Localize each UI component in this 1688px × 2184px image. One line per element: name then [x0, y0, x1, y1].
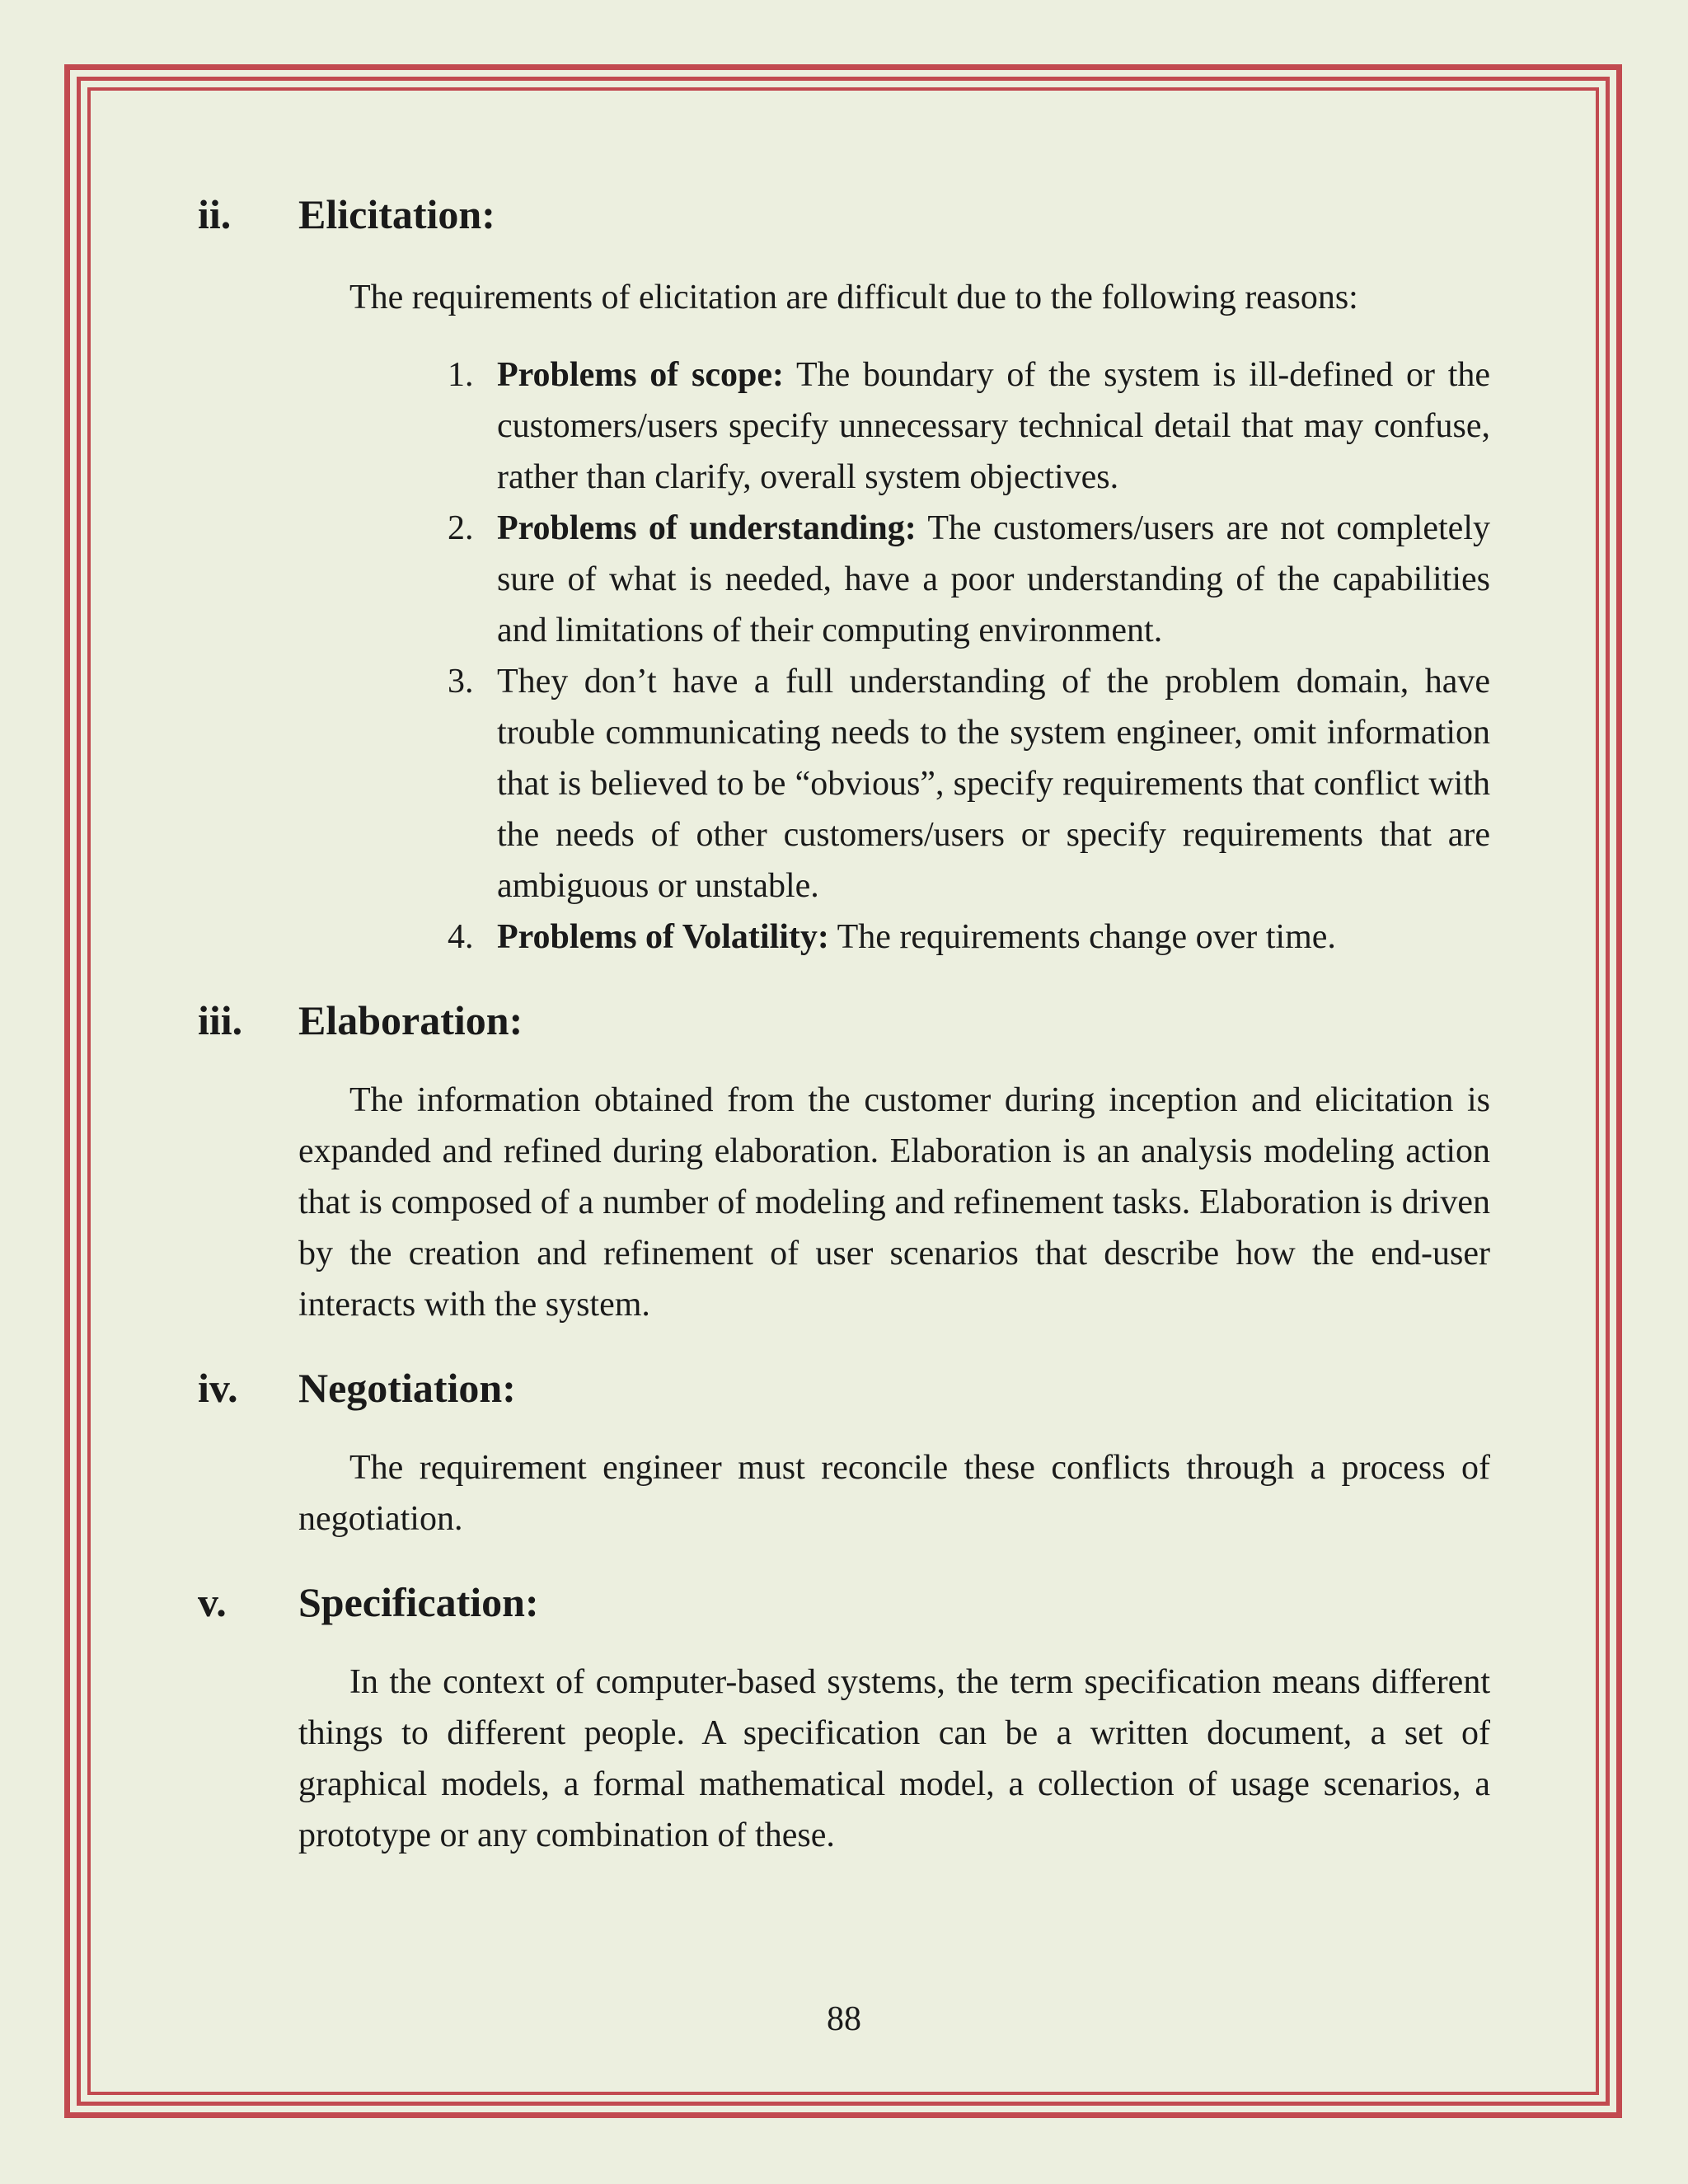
page-content	[198, 190, 1490, 1861]
list-number: 4.	[448, 918, 474, 956]
list-item	[448, 349, 1490, 503]
heading-number: iv.	[198, 1365, 238, 1411]
specification-paragraph: In the context of computer-based systems, the term specification means different things to different people. A specification can be a written document, a set of graphical models, a formal mathematical model, a collection of usage scenarios, a prototype or any combination of these.	[298, 1663, 1490, 1854]
heading-negotiation	[198, 1363, 1490, 1413]
list-item-text: The requirements change over time.	[828, 918, 1336, 956]
heading-number: ii.	[198, 191, 232, 237]
heading-number: v.	[198, 1579, 227, 1625]
elicitation-intro: The requirements of elicitation are difficult due to the following reasons:	[349, 279, 1358, 316]
list-item	[448, 503, 1490, 656]
list-number: 2.	[448, 509, 474, 547]
list-item-label: Problems of Volatility:	[497, 918, 829, 956]
heading-title: Specification:	[298, 1579, 539, 1625]
heading-title: Elicitation:	[298, 191, 495, 237]
list-item-label: Problems of scope:	[497, 356, 784, 394]
list-item-label: Problems of understanding:	[497, 509, 917, 547]
heading-elicitation	[198, 190, 1490, 239]
elaboration-paragraph: The information obtained from the customer during inception and elicitation is expanded and refined during elaboration. Elaboration is an analysis modeling action that is composed of a number of modeling and refinement tasks. Elaboration is driven by the creation and refinement of user scenarios that describe how the end-user interacts with the system.	[298, 1081, 1490, 1324]
heading-specification	[198, 1577, 1490, 1627]
list-item-text: The boundary of the system is ill-defined or the customers/users specify unnecessary technical detail that may confuse, rather than clarify, overall system objectives.	[497, 356, 1491, 496]
heading-title: Elaboration:	[298, 997, 523, 1043]
list-number: 3.	[448, 663, 474, 701]
heading-number: iii.	[198, 997, 243, 1043]
reasons-list	[448, 349, 1490, 963]
list-item	[448, 656, 1490, 912]
list-item-text: The customers/users are not completely sure of what is needed, have a poor understanding of the capabilities and limitations of their computing environment.	[497, 509, 1490, 649]
list-item	[448, 912, 1490, 963]
list-number: 1.	[448, 356, 474, 394]
negotiation-paragraph: The requirement engineer must reconcile these conflicts through a process of negotiation.	[298, 1449, 1490, 1538]
heading-elaboration	[198, 996, 1490, 1045]
page-number: 88	[827, 2000, 861, 2038]
heading-title: Negotiation:	[298, 1365, 516, 1411]
list-item-text: They don’t have a full understanding of the problem domain, have trouble communicating needs to the system engineer, omit information that is believed to be “obvious”, specify requirements that conflict with the needs of other customers/users or specify requirements that are ambiguous or unstable.	[497, 663, 1490, 905]
